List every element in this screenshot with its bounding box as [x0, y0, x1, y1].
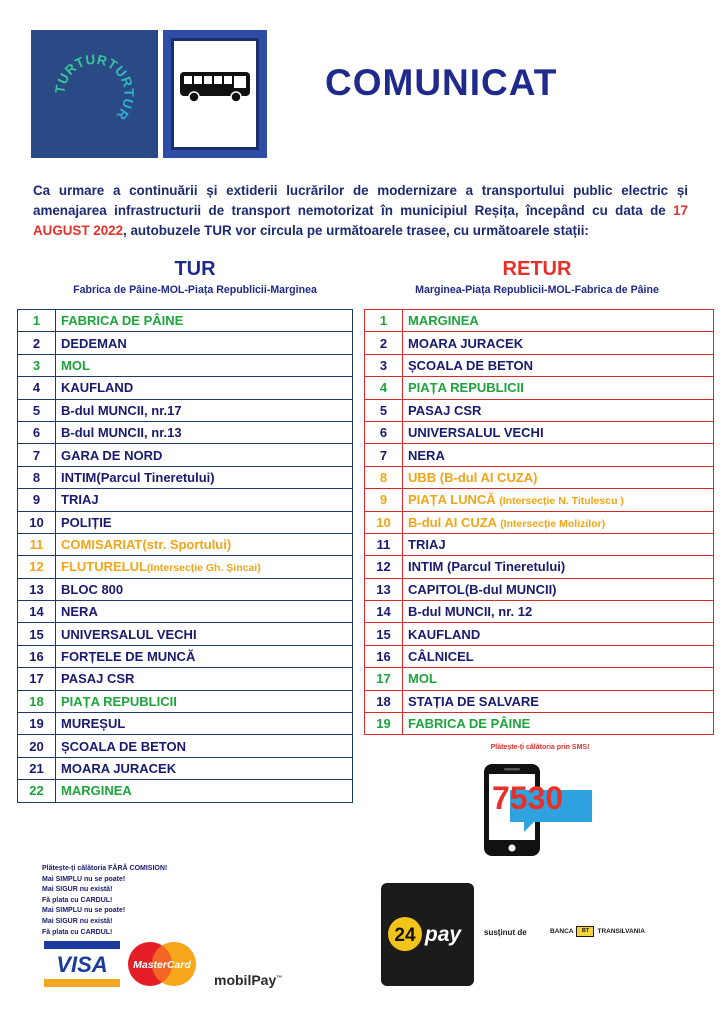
card-payment-line: Mai SIMPLU nu se poate! — [42, 875, 126, 883]
retur-stop-row — [365, 578, 714, 600]
retur-heading: RETUR — [502, 258, 572, 280]
tur-logo — [31, 30, 158, 158]
stop-name-cell — [56, 399, 353, 421]
stop-name: BLOC 800 — [61, 581, 124, 597]
stop-number: 5 — [18, 399, 56, 421]
retur-stop-row — [365, 399, 714, 421]
stop-number: 6 — [365, 421, 403, 443]
stop-number: 18 — [365, 690, 403, 712]
stop-note: (Intersecție Gh. Șincai) — [146, 562, 261, 575]
stop-name: PASAJ CSR — [408, 402, 482, 418]
stop-name: KAUFLAND — [408, 626, 481, 642]
tur-stop-row — [18, 399, 353, 421]
retur-stop-row — [365, 489, 714, 511]
stop-name: UNIVERSALUL VECHI — [408, 425, 544, 441]
tur-stop-row — [18, 735, 353, 757]
stop-name-cell — [56, 310, 353, 332]
card-payment-line: Plătește-ți călătoria FĂRĂ COMISION! — [42, 865, 168, 872]
tur-stop-row — [18, 780, 353, 802]
stop-number: 1 — [365, 310, 403, 332]
intro-text-after: , autobuzele TUR vor circula pe următoarele trasee, cu următoarele stații: — [123, 223, 589, 238]
retur-stop-row — [365, 310, 714, 332]
stop-name-cell — [403, 645, 714, 667]
stop-number: 9 — [18, 489, 56, 511]
stop-number: 5 — [365, 399, 403, 421]
stop-name: MOARA JURACEK — [408, 335, 524, 351]
card-payment-line: Fă plata cu CARDUL! — [42, 896, 113, 904]
tur-stop-row — [18, 489, 353, 511]
tur-stop-row — [18, 377, 353, 399]
card-payment-line: Mai SIMPLU nu se poate! — [42, 907, 126, 915]
stop-name-cell — [403, 399, 714, 421]
stop-number: 2 — [18, 332, 56, 354]
tur-stop-row — [18, 668, 353, 690]
stop-name-cell — [403, 533, 714, 555]
24pay-logo-icon — [381, 883, 474, 986]
card-payment-line: Fă plata cu CARDUL! — [42, 928, 113, 936]
bt-badge-icon: BT — [576, 926, 594, 937]
stop-name-cell — [403, 377, 714, 399]
stop-number: 8 — [18, 466, 56, 488]
stop-note: (Intersecție Molizilor) — [500, 517, 606, 530]
stop-name: MUREȘUL — [61, 716, 126, 732]
retur-stop-row — [365, 533, 714, 555]
24pay-number: 24 — [394, 925, 416, 946]
stop-name-cell — [403, 556, 714, 578]
stop-name-cell — [403, 310, 714, 332]
tur-stop-row — [18, 354, 353, 376]
retur-heading-block — [362, 258, 712, 297]
stop-number: 11 — [18, 533, 56, 555]
retur-stop-row — [365, 690, 714, 712]
tur-circle-logo-icon — [31, 30, 158, 158]
tur-stop-row — [18, 578, 353, 600]
stop-number: 21 — [18, 757, 56, 779]
sms-number: 7530 — [492, 780, 564, 816]
retur-stop-row — [365, 466, 714, 488]
stop-number: 19 — [365, 713, 403, 735]
retur-stop-row — [365, 556, 714, 578]
stop-name-cell — [56, 668, 353, 690]
stop-name-cell — [403, 511, 714, 533]
stop-name-cell — [56, 780, 353, 802]
stop-name-cell — [56, 645, 353, 667]
stop-name-cell — [403, 623, 714, 645]
card-payment-line: Mai SIGUR nu există! — [42, 886, 113, 894]
stop-name-cell — [403, 601, 714, 623]
bus-sign — [163, 30, 267, 158]
stop-number: 20 — [18, 735, 56, 757]
24pay-logo — [381, 883, 474, 986]
stop-name: CAPITOL(B-dul MUNCII) — [408, 581, 557, 597]
stop-name-cell — [403, 668, 714, 690]
tur-stop-row — [18, 444, 353, 466]
tur-stop-row — [18, 645, 353, 667]
stop-name-cell — [56, 489, 353, 511]
stop-name-cell — [56, 444, 353, 466]
retur-stop-row — [365, 623, 714, 645]
stop-number: 7 — [18, 444, 56, 466]
24pay-word: pay — [424, 923, 462, 946]
stop-name-cell — [403, 713, 714, 735]
stop-name-cell — [56, 556, 353, 578]
stop-name-cell — [56, 601, 353, 623]
tur-stop-row — [18, 690, 353, 712]
stop-number: 19 — [18, 713, 56, 735]
stop-number: 10 — [365, 511, 403, 533]
tur-stop-row — [18, 466, 353, 488]
stop-note: (Intersecție N. Titulescu ) — [499, 495, 624, 508]
stop-name-cell — [56, 533, 353, 555]
stop-name: TRIAJ — [408, 537, 446, 553]
stop-number: 13 — [18, 578, 56, 600]
stop-name-cell — [403, 466, 714, 488]
stop-name-cell — [56, 511, 353, 533]
stop-name: NERA — [408, 447, 445, 463]
stop-name-cell — [56, 354, 353, 376]
stop-name: MOL — [408, 671, 437, 687]
stop-name: POLIȚIE — [61, 514, 112, 530]
stop-number: 16 — [18, 645, 56, 667]
stop-name: ȘCOALA DE BETON — [408, 357, 533, 373]
stop-number: 14 — [365, 601, 403, 623]
visa-logo-icon — [44, 941, 120, 987]
stop-name: TRIAJ — [61, 492, 99, 508]
stop-name-cell — [403, 690, 714, 712]
card-payment-line: Mai SIGUR nu există! — [42, 917, 113, 925]
stop-name: GARA DE NORD — [61, 447, 163, 463]
bus-icon — [174, 41, 256, 147]
stop-name-cell — [56, 377, 353, 399]
tur-stop-row — [18, 310, 353, 332]
stop-name-cell — [56, 623, 353, 645]
visa-text: VISA — [56, 952, 108, 977]
stop-name: B-dul MUNCII, nr. 12 — [408, 604, 533, 620]
stop-name: ȘCOALA DE BETON — [61, 738, 186, 754]
retur-stop-row — [365, 421, 714, 443]
stop-name: INTIM (Parcul Tineretului) — [408, 559, 566, 575]
stop-name: COMISARIAT(str. Sportului) — [61, 537, 232, 553]
stop-name: MARGINEA — [408, 313, 479, 329]
retur-route: Marginea-Piața Republicii-MOL-Fabrica de Pâine — [415, 284, 659, 296]
mastercard-logo-icon — [122, 940, 202, 988]
stop-name: NERA — [61, 604, 98, 620]
stop-name: FABRICA DE PÂINE — [408, 716, 531, 732]
retur-stops-table — [364, 309, 714, 735]
mastercard-text: MasterCard — [133, 959, 191, 971]
retur-stop-row — [365, 377, 714, 399]
stop-name: PIAȚA REPUBLICII — [408, 380, 524, 396]
stop-number: 16 — [365, 645, 403, 667]
retur-stop-row — [365, 511, 714, 533]
stop-name: INTIM(Parcul Tineretului) — [61, 469, 215, 485]
tur-stop-row — [18, 332, 353, 354]
stop-name-cell — [403, 421, 714, 443]
bank-name-right: TRANSILVANIA — [597, 928, 645, 935]
stop-name-cell — [56, 332, 353, 354]
stop-name: FABRICA DE PÂINE — [61, 313, 184, 329]
sms-note: Plătește-ți călătoria prin SMS! — [490, 744, 590, 751]
stop-number: 6 — [18, 421, 56, 443]
stop-name-cell — [56, 735, 353, 757]
tur-logo-text: TURTURTURTUR — [52, 51, 137, 124]
stop-number: 15 — [365, 623, 403, 645]
stop-number: 14 — [18, 601, 56, 623]
stop-name: PIAȚA LUNCĂ — [408, 492, 500, 508]
tur-heading-block — [20, 258, 370, 297]
retur-stop-row — [365, 332, 714, 354]
stop-number: 3 — [18, 354, 56, 376]
retur-stop-row — [365, 354, 714, 376]
stop-number: 2 — [365, 332, 403, 354]
stop-number: 17 — [365, 668, 403, 690]
stop-number: 10 — [18, 511, 56, 533]
tur-stop-row — [18, 713, 353, 735]
stop-number: 12 — [365, 556, 403, 578]
stop-name-cell — [56, 713, 353, 735]
stop-name: UBB (B-dul AI CUZA) — [408, 469, 538, 485]
stop-number: 15 — [18, 623, 56, 645]
stop-number: 13 — [365, 578, 403, 600]
stop-name-cell — [403, 578, 714, 600]
stop-number: 4 — [365, 377, 403, 399]
intro-text — [33, 181, 688, 241]
stop-name-cell — [56, 690, 353, 712]
tur-stops-table — [17, 309, 353, 803]
stop-name: B-dul AI CUZA — [408, 514, 501, 530]
stop-number: 7 — [365, 444, 403, 466]
stop-number: 17 — [18, 668, 56, 690]
stop-number: 9 — [365, 489, 403, 511]
banca-transilvania-logo — [550, 926, 645, 937]
mobilpay-logo — [214, 972, 282, 988]
tur-stop-row — [18, 757, 353, 779]
stop-name: KAUFLAND — [61, 380, 134, 396]
supported-by-text: susținut de — [484, 928, 527, 937]
stop-number: 18 — [18, 690, 56, 712]
stop-number: 8 — [365, 466, 403, 488]
intro-text-before: Ca urmare a continuării și extiderii lucrărilor de modernizare a transportului public electric și amenajarea infrastructurii de transport nemotorizat în municipiul Reșița, începând cu data de — [33, 183, 688, 218]
stop-name-cell — [56, 421, 353, 443]
bank-name-left: BANCA — [550, 928, 574, 935]
stop-name: PASAJ CSR — [61, 671, 135, 687]
mobilpay-text: mobilPay — [214, 972, 277, 988]
stop-name-cell — [403, 332, 714, 354]
tur-stop-row — [18, 511, 353, 533]
stop-name-cell — [403, 354, 714, 376]
stop-number: 12 — [18, 556, 56, 578]
tur-stop-row — [18, 623, 353, 645]
stop-name: DEDEMAN — [61, 335, 127, 351]
retur-stop-row — [365, 444, 714, 466]
stop-name-cell — [403, 444, 714, 466]
stop-name: B-dul MUNCII, nr.17 — [61, 402, 182, 418]
tur-route: Fabrica de Pâine-MOL-Piața Republicii-Marginea — [73, 284, 317, 296]
page-title: COMUNICAT — [325, 62, 558, 103]
stop-name-cell — [56, 578, 353, 600]
stop-name: FLUTURELUL — [61, 559, 147, 575]
retur-stop-row — [365, 713, 714, 735]
stop-name: MARGINEA — [61, 783, 132, 799]
stop-name: STAȚIA DE SALVARE — [408, 693, 539, 709]
tur-stop-row — [18, 601, 353, 623]
stop-name: MOARA JURACEK — [61, 761, 177, 776]
stop-name: PIAȚA REPUBLICII — [61, 693, 177, 709]
stop-name: UNIVERSALUL VECHI — [61, 626, 197, 642]
tur-stop-row — [18, 533, 353, 555]
stop-name: B-dul MUNCII, nr.13 — [61, 425, 182, 441]
tur-stop-row — [18, 421, 353, 443]
stop-number: 4 — [18, 377, 56, 399]
stop-name: CÂLNICEL — [408, 649, 474, 665]
stop-number: 22 — [18, 780, 56, 802]
stop-name: FORȚELE DE MUNCĂ — [61, 649, 196, 665]
intro-date: 17 AUGUST 2022 — [33, 203, 688, 238]
retur-stop-row — [365, 668, 714, 690]
stop-name-cell — [403, 489, 714, 511]
retur-stop-row — [365, 645, 714, 667]
stop-number: 1 — [18, 310, 56, 332]
stop-number: 3 — [365, 354, 403, 376]
stop-number: 11 — [365, 533, 403, 555]
mobilpay-tm: ™ — [276, 975, 283, 982]
svg-text:TURTURTURTUR — [52, 52, 136, 123]
tur-stop-row — [18, 556, 353, 578]
card-payment-text — [42, 864, 167, 938]
retur-stop-row — [365, 601, 714, 623]
tur-heading: TUR — [174, 258, 216, 280]
stop-name: MOL — [61, 357, 90, 373]
stop-name-cell — [56, 466, 353, 488]
stop-name-cell — [56, 757, 353, 779]
